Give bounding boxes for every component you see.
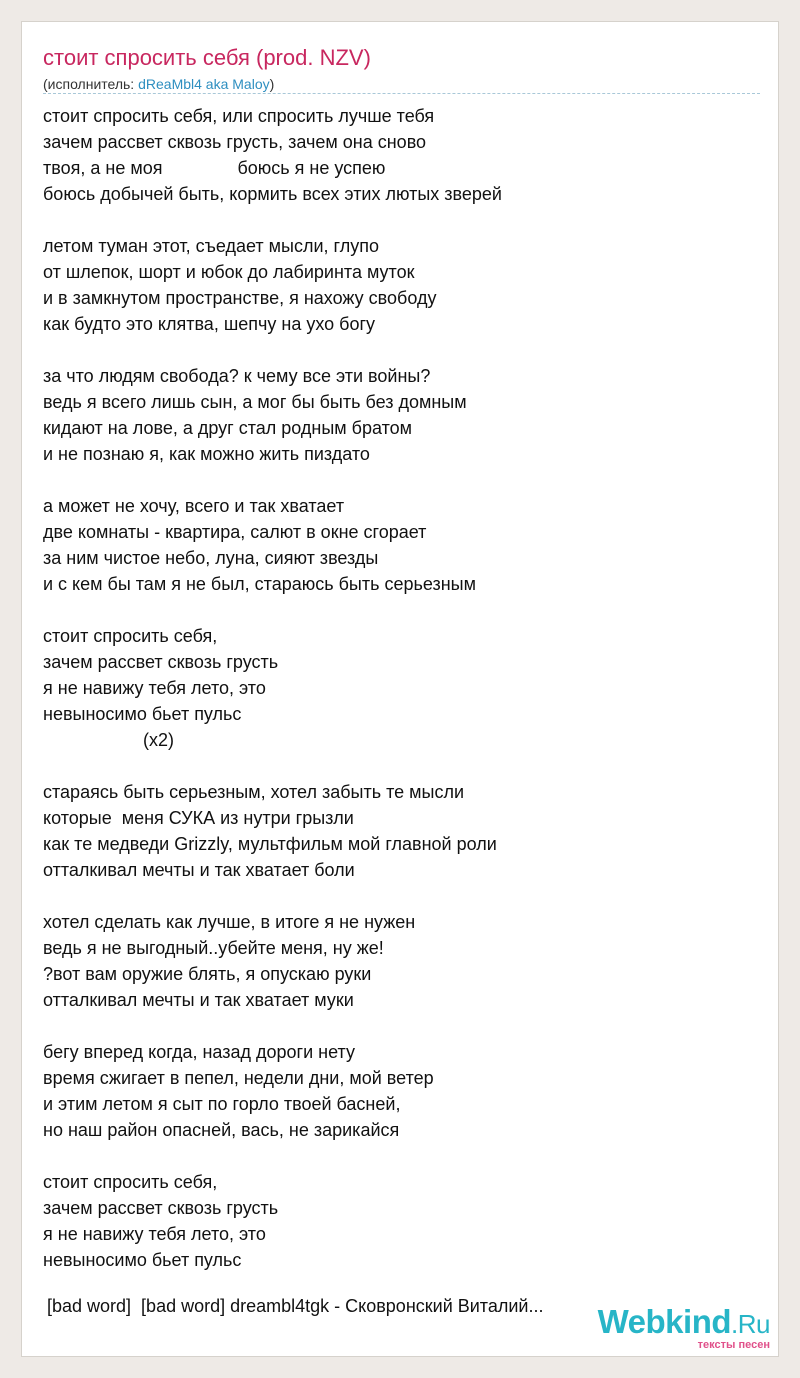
- lyric-line: ведь я не выгодный..убейте меня, ну же!: [43, 938, 384, 958]
- lyric-line: а может не хочу, всего и так хватает: [43, 496, 345, 516]
- webkind-logo[interactable]: [592, 1305, 770, 1351]
- lyric-line: [43, 883, 763, 909]
- artist-suffix: ): [269, 76, 275, 92]
- lyric-line: [43, 467, 763, 493]
- lyric-line: и с кем бы там я не был, стараюсь быть серьезным: [43, 574, 476, 594]
- lyric-line: кидают на лове, а друг стал родным братом: [43, 418, 413, 438]
- lyrics-card: [21, 21, 779, 1357]
- lyric-line: и в замкнутом пространстве, я нахожу свободу: [43, 288, 437, 308]
- lyric-line: за ним чистое небо, луна, сияют звезды: [43, 548, 379, 568]
- lyric-line: хотел сделать как лучше, в итоге я не нужен: [43, 912, 416, 932]
- logo-name: Webkind: [597, 1303, 732, 1340]
- lyric-line: стараясь быть серьезным, хотел забыть те мысли: [43, 782, 465, 802]
- lyric-line: [43, 753, 763, 779]
- lyric-line: ?вот вам оружие блять, я опускаю руки: [43, 964, 372, 984]
- lyric-line: две комнаты - квартира, салют в окне сгорает: [43, 522, 427, 542]
- lyric-line: я не навижу тебя лето, это: [43, 1224, 266, 1244]
- lyric-line: [43, 1013, 763, 1039]
- lyric-line: [43, 1143, 763, 1169]
- lyric-line: время сжигает в пепел, недели дни, мой ветер: [43, 1068, 434, 1088]
- song-title: стоит спросить себя (prod. NZV): [43, 45, 371, 70]
- lyric-line: за что людям свобода? к чему все эти войны?: [43, 366, 431, 386]
- logo-wordmark: [598, 1305, 770, 1341]
- title-divider: [43, 93, 760, 94]
- lyric-line: твоя, а не моя боюсь я не успею: [43, 158, 386, 178]
- lyric-line: но наш район опасней, вась, не зарикайся: [43, 1120, 400, 1140]
- lyric-line: зачем рассвет сквозь грусть, зачем она сново: [43, 132, 427, 152]
- lyric-line: стоит спросить себя,: [43, 626, 218, 646]
- lyric-line: боюсь добычей быть, кормить всех этих лютых зверей: [43, 184, 502, 204]
- logo-tld: .Ru: [731, 1309, 770, 1339]
- lyric-line: летом туман этот, съедает мысли, глупо: [43, 236, 379, 256]
- lyric-line: (x2): [43, 730, 175, 750]
- lyric-line: стоит спросить себя,: [43, 1172, 218, 1192]
- lyric-line: и не познаю я, как можно жить пиздато: [43, 444, 370, 464]
- lyric-line: от шлепок, шорт и юбок до лабиринта муток: [43, 262, 415, 282]
- lyric-line: ведь я всего лишь сын, а мог бы быть без домным: [43, 392, 467, 412]
- lyric-line: бегу вперед когда, назад дороги нету: [43, 1042, 355, 1062]
- lyric-line: [43, 597, 763, 623]
- lyric-line: стоит спросить себя, или спросить лучше тебя: [43, 106, 435, 126]
- lyric-line: как будто это клятва, шепчу на ухо богу: [43, 314, 376, 334]
- artist-link[interactable]: dReaMbl4 aka Maloy: [138, 76, 270, 92]
- lyric-line: [43, 337, 763, 363]
- lyric-line: [43, 207, 763, 233]
- artist-prefix: (исполнитель:: [43, 76, 139, 92]
- lyric-line: как те медведи Grizzly, мультфильм мой главной роли: [43, 834, 497, 854]
- lyric-line: отталкивал мечты и так хватает боли: [43, 860, 355, 880]
- lyric-line: отталкивал мечты и так хватает муки: [43, 990, 354, 1010]
- lyric-line: и этим летом я сыт по горло твоей басней,: [43, 1094, 401, 1114]
- lyrics-text: [43, 103, 763, 1273]
- artist-line: [43, 76, 274, 92]
- lyric-line: которые меня СУКА из нутри грызли: [43, 808, 354, 828]
- lyric-line: невыносимо бьет пульс: [43, 1250, 242, 1270]
- credit-line: [bad word] [bad word] dreambl4tgk - Сковронский Виталий...: [47, 1296, 544, 1316]
- lyric-line: я не навижу тебя лето, это: [43, 678, 266, 698]
- lyric-line: зачем рассвет сквозь грусть: [43, 1198, 279, 1218]
- lyric-line: невыносимо бьет пульс: [43, 704, 242, 724]
- logo-tagline: тексты песен: [697, 1339, 770, 1351]
- lyric-line: зачем рассвет сквозь грусть: [43, 652, 279, 672]
